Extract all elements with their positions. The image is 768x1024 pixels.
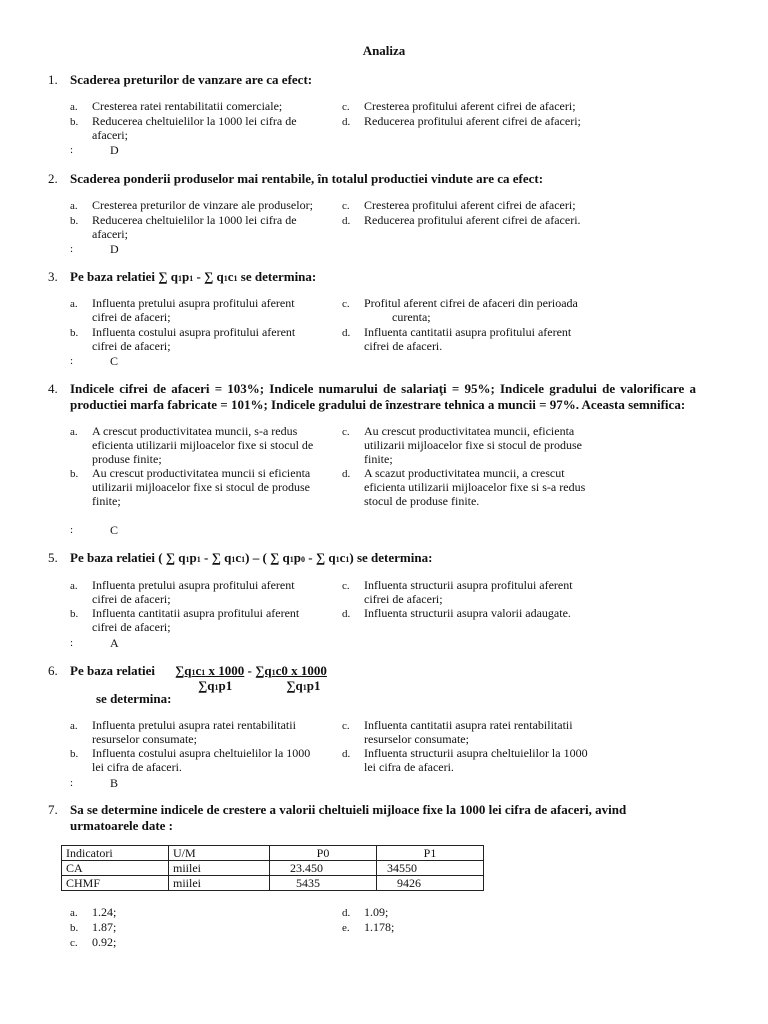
option-letter: a. <box>70 200 78 212</box>
table-header-cell: P0 <box>270 846 377 861</box>
question-text: Scaderea preturilor de vanzare are ca efect: <box>70 72 313 87</box>
answer-marker: : <box>70 144 74 156</box>
option-letter: c. <box>342 426 350 438</box>
option-d: Influenta cantitatii asupra profitului aferent cifrei de afaceri. <box>364 325 572 353</box>
question-number: 3. <box>48 269 58 284</box>
question-number: 2. <box>48 171 58 186</box>
table-row <box>62 876 484 891</box>
question-number: 1. <box>48 72 58 87</box>
question-text: Pe baza relatiei ∑ q1p1 - ∑ q1c1 se determina: <box>70 269 317 284</box>
option-c: Influenta cantitatii asupra ratei rentabilitatii resurselor consumate; <box>364 718 573 746</box>
option-a: Influenta pretului asupra profitului aferent cifrei de afaceri; <box>92 578 295 606</box>
option-letter: a. <box>70 580 78 592</box>
option-d: Influenta structurii asupra valorii adaugate. <box>364 606 571 620</box>
answer-value: D <box>110 143 119 157</box>
table-cell: 9426 <box>377 876 484 891</box>
option-letter: a. <box>70 101 78 113</box>
option-d: 1.09; <box>364 905 389 919</box>
option-b: Influenta costului asupra profitului aferent cifrei de afaceri; <box>92 325 296 353</box>
option-c: Influenta structurii asupra profitului aferent cifrei de afaceri; <box>364 578 573 606</box>
question-text: Pe baza relatiei <box>70 663 155 678</box>
question-text: Indicele cifrei de afaceri = 103%; Indicele numarului de salariaţi = 95%; Indicele gradului de valorificare a productiei marfa fabricate = 101%; Indicele gradului de înzestrare tehnica a muncii = 97%. Aceasta semnifica: <box>70 381 696 412</box>
option-letter: b. <box>70 116 79 128</box>
table-cell: 5435 <box>270 876 377 891</box>
question-number: 4. <box>48 381 58 396</box>
option-b: Influenta costului asupra cheltuielilor la 1000 lei cifra de afaceri. <box>92 746 311 774</box>
table-cell: miilei <box>169 876 270 891</box>
answer-value: C <box>110 523 119 537</box>
option-b: Reducerea cheltuielilor la 1000 lei cifra de afaceri; <box>92 213 297 241</box>
option-letter: a. <box>70 426 78 438</box>
option-d: Reducerea profitului aferent cifrei de afaceri; <box>364 114 581 128</box>
option-letter: d. <box>342 327 351 339</box>
table-header-cell: Indicatori <box>62 846 169 861</box>
option-c: Au crescut productivitatea muncii, eficienta utilizarii mijloacelor fixe si stocul de produse finite; <box>364 424 582 466</box>
option-a: A crescut productivitatea muncii, s-a redus eficienta utilizarii mijloacelor fixe si stocul de produse finite; <box>92 424 314 466</box>
table-cell: 23.450 <box>270 861 377 876</box>
option-letter: b. <box>70 608 79 620</box>
page-title: Analiza <box>362 43 406 58</box>
option-a: Influenta pretului asupra ratei rentabilitatii resurselor consumate; <box>92 718 296 746</box>
option-letter: d. <box>342 907 351 919</box>
answer-value: C <box>110 354 119 368</box>
option-a: Cresterea preturilor de vinzare ale produselor; <box>92 198 313 212</box>
option-letter: a. <box>70 907 78 919</box>
formula-numerator: ∑q1c1 x 1000 - ∑q1c0 x 1000 <box>175 663 327 678</box>
question-number: 6. <box>48 663 58 678</box>
option-c: 0.92; <box>92 935 117 949</box>
table-cell: CHMF <box>62 876 169 891</box>
question-text: se determina: <box>96 691 172 706</box>
question-text: Sa se determine indicele de crestere a valorii cheltuieli mijloace fixe la 1000 lei cifra de afaceri, avind urmatoarele date : <box>70 802 627 833</box>
option-e: 1.178; <box>364 920 395 934</box>
option-c: Cresterea profitului aferent cifrei de afaceri; <box>364 198 576 212</box>
table-header-row <box>62 846 484 861</box>
option-letter: c. <box>342 101 350 113</box>
table-cell: 34550 <box>377 861 484 876</box>
answer-marker: : <box>70 524 74 536</box>
table-row <box>62 861 484 876</box>
data-table <box>61 845 484 891</box>
option-d: Influenta structurii asupra cheltuielilor la 1000 lei cifra de afaceri. <box>364 746 588 774</box>
option-letter: c. <box>342 580 350 592</box>
option-d: Reducerea profitului aferent cifrei de afaceri. <box>364 213 581 227</box>
option-letter: a. <box>70 720 78 732</box>
option-a: Cresterea ratei rentabilitatii comerciale; <box>92 99 283 113</box>
option-letter: d. <box>342 215 351 227</box>
question-text: Pe baza relatiei ( ∑ q1p1 - ∑ q1c1) – ( ∑ q1p0 - ∑ q1c1) se determina: <box>70 550 433 565</box>
option-c: Cresterea profitului aferent cifrei de afaceri; <box>364 99 576 113</box>
option-letter: b. <box>70 327 79 339</box>
table-header-cell: U/M <box>169 846 270 861</box>
option-c: Profitul aferent cifrei de afaceri din perioada curenta; <box>364 296 578 324</box>
table-cell: CA <box>62 861 169 876</box>
option-b: 1.87; <box>92 920 117 934</box>
option-letter: d. <box>342 748 351 760</box>
answer-value: A <box>110 636 119 650</box>
option-letter: b. <box>70 215 79 227</box>
option-letter: c. <box>342 200 350 212</box>
option-letter: b. <box>70 468 79 480</box>
option-b: Au crescut productivitatea muncii si eficienta utilizarii mijloacelor fixe si stocul de produse finite; <box>92 466 311 508</box>
option-letter: c. <box>342 298 350 310</box>
option-b: Reducerea cheltuielilor la 1000 lei cifra de afaceri; <box>92 114 297 142</box>
option-letter: a. <box>70 298 78 310</box>
answer-value: B <box>110 776 119 790</box>
option-a: Influenta pretului asupra profitului aferent cifrei de afaceri; <box>92 296 295 324</box>
answer-marker: : <box>70 637 74 649</box>
option-d: A scazut productivitatea muncii, a crescut eficienta utilizarii mijloacelor fixe si s-a redus stocul de produse finite. <box>364 466 586 508</box>
question-text: Scaderea ponderii produselor mai rentabile, în totalul productiei vindute are ca efect: <box>70 171 544 186</box>
option-a: 1.24; <box>92 905 117 919</box>
formula-denominator: ∑q1p1 ∑q1p1 <box>198 678 321 693</box>
table-header-cell: P1 <box>377 846 484 861</box>
question-number: 7. <box>48 802 58 817</box>
option-b: Influenta cantitatii asupra profitului aferent cifrei de afaceri; <box>92 606 300 634</box>
answer-value: D <box>110 242 119 256</box>
question-number: 5. <box>48 550 58 565</box>
option-letter: b. <box>70 748 79 760</box>
option-letter: d. <box>342 116 351 128</box>
answer-marker: : <box>70 355 74 367</box>
option-letter: d. <box>342 468 351 480</box>
option-letter: c. <box>342 720 350 732</box>
answer-marker: : <box>70 243 74 255</box>
table-cell: miilei <box>169 861 270 876</box>
answer-marker: : <box>70 777 74 789</box>
option-letter: b. <box>70 922 79 934</box>
option-letter: e. <box>342 922 350 934</box>
option-letter: d. <box>342 608 351 620</box>
option-letter: c. <box>70 937 78 949</box>
